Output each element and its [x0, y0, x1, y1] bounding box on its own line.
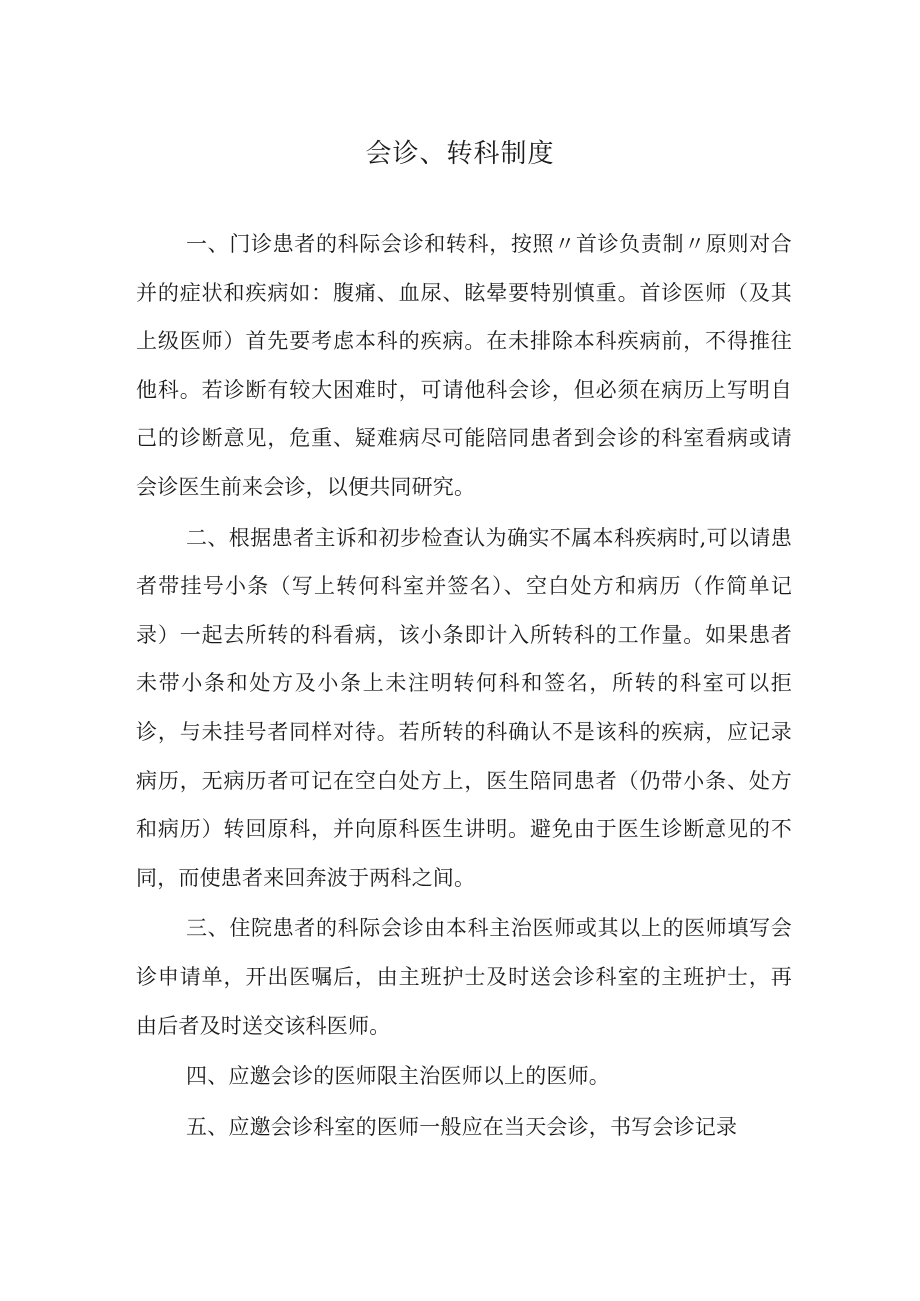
- paragraph-5: 五、应邀会诊科室的医师一般应在当天会诊，书写会诊记录: [186, 1114, 738, 1139]
- paragraph-4: 四、应邀会诊的医师限主治医师以上的医师。: [186, 1064, 610, 1089]
- paragraph-3: 三、住院患者的科际会诊由本科主治医师或其以上的医师填写会诊申请单，开出医嘱后，由主班护士及时送会诊科室的主班护士，再由后者及时送交该科医师。: [136, 916, 792, 1038]
- paragraph-2: 二、根据患者主诉和初步检查认为确实不属本科疾病时,可以请患者带挂号小条（写上转何科室并签名）、空白处方和病历（作简单记录）一起去所转的科看病，该小条即计入所转科的工作量。如果患者未带小条和处方及小条上未注明转何科和签名，所转的科室可以拒诊，与未挂号者同样对待。若所转的科确认不是该科的疾病，应记录病历，无病历者可记在空白处方上，医生陪同患者（仍带小条、处方和病历）转回原科，并向原科医生讲明。避免由于医生诊断意见的不同，而使患者来回奔波于两科之间。: [136, 525, 792, 890]
- document-body: [136, 220, 792, 1153]
- document-title: 会诊、转科制度: [365, 139, 555, 169]
- paragraph-1: 一、门诊患者的科际会诊和转科，按照〃首诊负责制〃原则对合并的症状和疾病如：腹痛、血尿、眩晕要特别慎重。首诊医师（及其上级医师）首先要考虑本科的疾病。在未排除本科疾病前，不得推往他科。若诊断有较大困难时，可请他科会诊，但必须在病历上写明自己的诊断意见，危重、疑难病尽可能陪同患者到会诊的科室看病或请会诊医生前来会诊，以便共同研究。: [136, 232, 792, 499]
